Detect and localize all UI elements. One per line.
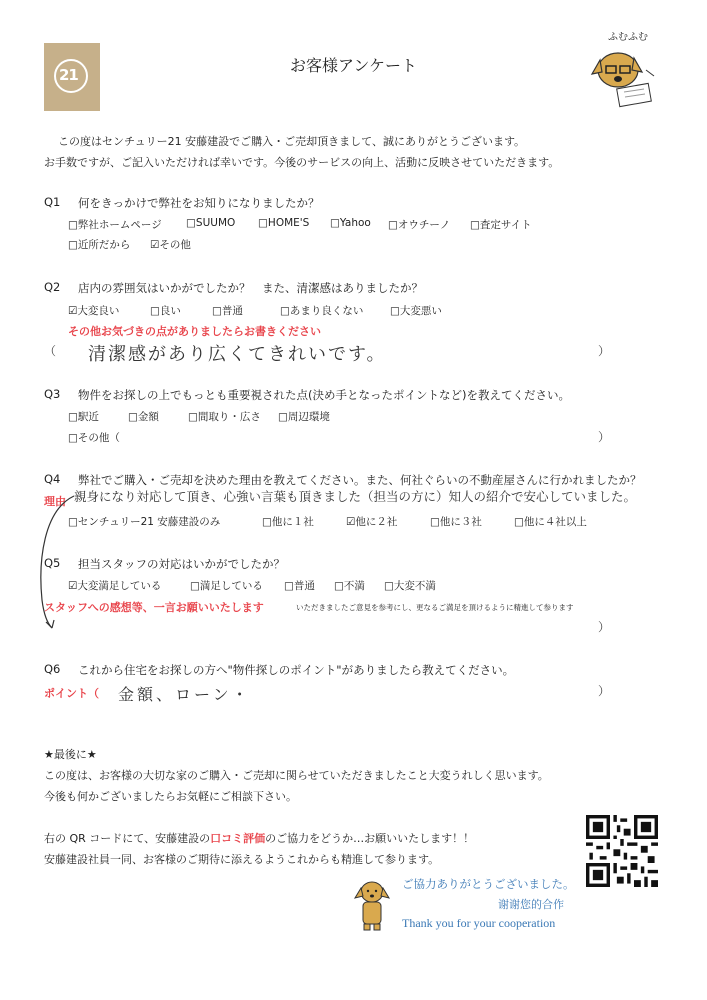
q1-option-satei[interactable]: □査定サイト [470, 219, 532, 231]
closing-line-3 [44, 832, 474, 846]
thanks-english: Thank you for your cooperation [402, 916, 556, 930]
closing-line-1: この度は、お客様の大切な家のご購入・ご売却に関らせていただきましたこと大変うれしく思います。 [44, 769, 549, 782]
intro-line-2: お手数ですが、ご記入いただければ幸いです。今後のサービスの向上、活動に反映させていただきます。 [44, 156, 560, 169]
closing-line-3-post: のご協力をどうか…お願いいたします！！ [265, 832, 475, 845]
q2-handwritten-answer[interactable]: 清潔感があり広くてきれいです。 [88, 344, 387, 365]
q6-text: これから住宅をお探しの方へ"物件探しのポイント"がありましたら教えてください。 [78, 663, 515, 677]
q1-option-neighborhood[interactable]: □近所だから [68, 239, 131, 251]
thanks-japanese: ご協力ありがとうございました。 [402, 877, 575, 891]
q2-prompt: その他お気づきの点がありましたらお書きください [68, 325, 321, 338]
q2-text: 店内の雰囲気はいかがでしたか？ また、清潔感はありましたか？ [78, 281, 423, 295]
q4-option-century21-only[interactable]: □センチュリー21 安藤建設のみ [68, 516, 221, 528]
q5-text: 担当スタッフの対応はいかがでしたか？ [78, 557, 285, 571]
intro-line-1: この度はセンチュリー21 安藤建設でご購入・ご売却頂きまして、誠にありがとうございます。 [58, 135, 526, 148]
q1-text: 何をきっかけで弊社をお知りになりましたか？ [78, 196, 320, 210]
q2-option-very-good[interactable]: ☑大変良い [68, 305, 120, 317]
q3-option-station[interactable]: □駅近 [68, 411, 99, 423]
q6-point-label: ポイント（ [44, 687, 99, 700]
q5-option-satisfied[interactable]: □満足している [190, 580, 263, 592]
q5-paren-close: ） [598, 620, 611, 634]
q6-paren-close: ） [598, 684, 611, 698]
q3-paren-close: ） [598, 430, 611, 444]
q5-option-unsatisfied[interactable]: □不満 [334, 580, 365, 592]
mascot-caption: ふむふむ [608, 32, 648, 43]
q5-number: Q5 [44, 556, 61, 570]
q4-option-2-others[interactable]: ☑他に２社 [346, 516, 398, 528]
q5-prompt: スタッフへの感想等、一言お願いいたします [44, 601, 264, 614]
q4-option-1-other[interactable]: □他に１社 [262, 516, 314, 528]
qr-code-icon[interactable] [586, 815, 658, 887]
q5-note: いただきましたご意見を参考にし、更なるご満足を頂けるように精進して参ります [296, 603, 574, 612]
q4-number: Q4 [44, 472, 61, 486]
mascot-dog-bowing-icon [352, 878, 392, 934]
q2-paren-open: （ [44, 344, 57, 358]
q3-option-other[interactable]: □その他（ [68, 432, 120, 444]
q4-text: 弊社でご購入・ご売却を決めた理由を教えてください。また、何社ぐらいの不動産屋さんに行かれましたか？ [78, 473, 642, 487]
q2-option-not-good[interactable]: □あまり良くない [280, 305, 364, 317]
closing-line-2: 今後も何かございましたらお気軽にご相談下さい。 [44, 790, 297, 803]
q4-option-4plus-others[interactable]: □他に４社以上 [514, 516, 587, 528]
q3-option-surroundings[interactable]: □周辺環境 [278, 411, 330, 423]
closing-line-4: 安藤建設社員一同、お客様のご期待に添えるようこれからも精進して参ります。 [44, 853, 440, 866]
q4-handwritten-answer[interactable]: 親身になり対応して頂き、心強い言葉も頂きました（担当の方に）知人の紹介で安心していました。 [74, 489, 637, 504]
q2-option-good[interactable]: □良い [150, 305, 181, 317]
q1-option-homepage[interactable]: □弊社ホームページ [68, 219, 162, 231]
closing-line-3-review: 口コミ評価 [210, 832, 266, 845]
closing-line-3-pre: 右の QR コードにて、安藤建設の [44, 832, 211, 845]
page-title: お客様アンケート [289, 56, 418, 75]
q2-option-very-bad[interactable]: □大変悪い [390, 305, 442, 317]
q1-option-ouchino[interactable]: □オウチーノ [388, 219, 451, 231]
logo-number: 21 [59, 66, 78, 84]
q2-number: Q2 [44, 280, 61, 294]
q4-reason-label: 理由 [44, 495, 66, 508]
q1-option-other[interactable]: ☑その他 [150, 239, 191, 251]
q5-option-very-unsatisfied[interactable]: □大変不満 [384, 580, 436, 592]
q5-option-very-satisfied[interactable]: ☑大変満足している [68, 580, 162, 592]
q4-option-3-others[interactable]: □他に３社 [430, 516, 482, 528]
q6-number: Q6 [44, 662, 61, 676]
q1-option-suumo[interactable]: □SUUMO [186, 217, 236, 229]
closing-heading: ★最後に★ [44, 748, 97, 761]
q3-number: Q3 [44, 387, 61, 401]
q1-option-yahoo[interactable]: □Yahoo [330, 217, 371, 229]
q5-option-normal[interactable]: □普通 [284, 580, 315, 592]
q3-option-price[interactable]: □金額 [128, 411, 159, 423]
q1-option-homes[interactable]: □HOME'S [258, 217, 310, 229]
q3-option-layout[interactable]: □間取り・広さ [188, 411, 261, 423]
q1-number: Q1 [44, 195, 61, 209]
q3-text: 物件をお探しの上でもっとも重要視された点(決め手となったポイントなど)を教えてください。 [78, 388, 570, 402]
q2-option-normal[interactable]: □普通 [212, 305, 243, 317]
q2-paren-close: ） [598, 344, 611, 358]
thanks-chinese: 谢谢您的合作 [498, 898, 564, 911]
q6-handwritten-answer[interactable]: 金額、ローン・ [118, 685, 251, 704]
